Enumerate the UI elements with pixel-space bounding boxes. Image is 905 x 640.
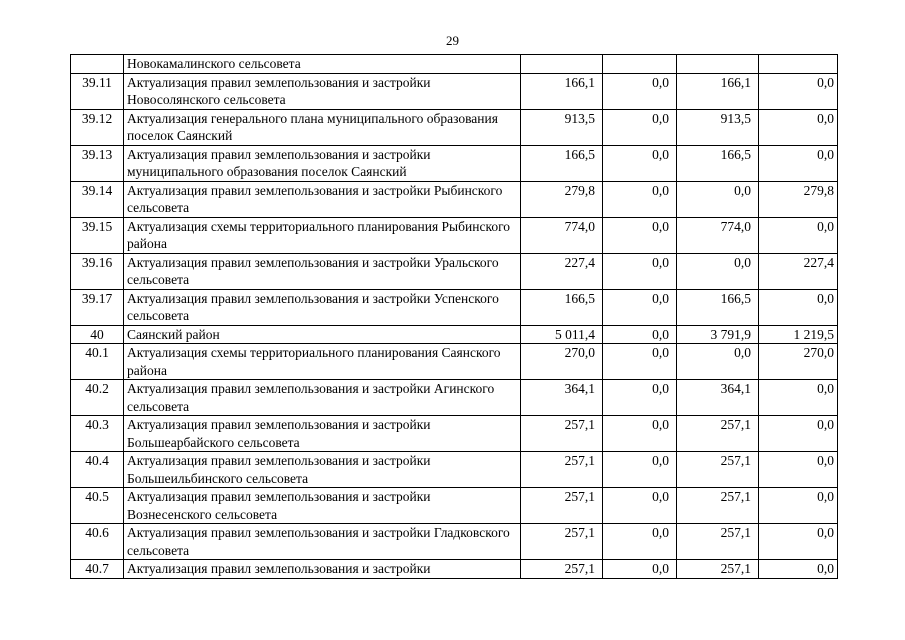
row-total-cell bbox=[521, 55, 603, 74]
row-value-4-text: 0,0 bbox=[817, 146, 834, 162]
row-number-text: 40.5 bbox=[85, 489, 109, 504]
row-value-2-text: 0,0 bbox=[652, 182, 669, 198]
row-name-text: Актуализация правил землепользования и застройки Большеильбинского сельсовета bbox=[127, 453, 431, 486]
row-total-text: 913,5 bbox=[564, 110, 595, 126]
row-number-cell bbox=[71, 217, 124, 253]
row-number-cell bbox=[71, 289, 124, 325]
row-value-4-text: 0,0 bbox=[817, 561, 834, 576]
row-number-text: 40.4 bbox=[85, 453, 109, 468]
table-row bbox=[71, 380, 838, 416]
table-row bbox=[71, 344, 838, 380]
row-value-4-cell bbox=[759, 73, 838, 109]
row-number-text: 40.2 bbox=[85, 381, 109, 396]
row-total-text bbox=[595, 56, 599, 71]
row-value-3-text: 0,0 bbox=[734, 254, 751, 270]
row-total-text: 270,0 bbox=[564, 345, 595, 360]
row-name-cell bbox=[124, 344, 521, 380]
row-name-text: Актуализация схемы территориального планирования Саянского района bbox=[127, 345, 501, 378]
row-name-cell bbox=[124, 488, 521, 524]
row-number-text: 39.13 bbox=[81, 146, 113, 162]
row-value-4-cell bbox=[759, 380, 838, 416]
row-name-cell bbox=[124, 217, 521, 253]
row-total-text: 5 011,4 bbox=[555, 326, 595, 342]
table-row bbox=[71, 73, 838, 109]
row-value-4-cell bbox=[759, 416, 838, 452]
row-value-4-text: 0,0 bbox=[817, 489, 834, 504]
row-total-text: 257,1 bbox=[564, 525, 595, 540]
row-name-cell bbox=[124, 289, 521, 325]
row-value-3-text: 166,1 bbox=[720, 74, 751, 90]
page-number: 29 bbox=[446, 33, 459, 48]
row-value-4-cell bbox=[759, 217, 838, 253]
row-name-text: Актуализация правил землепользования и застройки Рыбинского сельсовета bbox=[127, 182, 503, 215]
row-value-2-cell bbox=[603, 253, 677, 289]
table-row bbox=[71, 217, 838, 253]
row-total-text: 257,1 bbox=[564, 561, 595, 576]
row-value-3-cell bbox=[677, 145, 759, 181]
row-name-text: Актуализация правил землепользования и застройки Новосолянского сельсовета bbox=[127, 74, 431, 107]
row-value-4-cell bbox=[759, 253, 838, 289]
table-row bbox=[71, 253, 838, 289]
table-row bbox=[71, 109, 838, 145]
row-name-text: Актуализация схемы территориального планирования Рыбинского района bbox=[127, 218, 511, 251]
row-number-text: 39.17 bbox=[81, 290, 113, 306]
row-value-3-text: 774,0 bbox=[720, 218, 751, 234]
row-value-4-text: 0,0 bbox=[817, 218, 834, 234]
row-value-2-cell bbox=[603, 55, 677, 74]
row-total-cell bbox=[521, 524, 603, 560]
row-value-2-cell bbox=[603, 344, 677, 380]
row-value-2-cell bbox=[603, 181, 677, 217]
row-value-4-text: 0,0 bbox=[817, 417, 834, 432]
row-name-text: Актуализация правил землепользования и застройки Уральского сельсовета bbox=[127, 254, 499, 287]
row-value-2-cell bbox=[603, 289, 677, 325]
row-total-text: 166,5 bbox=[564, 146, 595, 162]
row-value-3-text bbox=[751, 56, 755, 71]
row-total-text: 257,1 bbox=[564, 489, 595, 504]
table-row bbox=[71, 145, 838, 181]
row-value-2-cell bbox=[603, 560, 677, 579]
row-name-cell bbox=[124, 380, 521, 416]
row-name-cell bbox=[124, 524, 521, 560]
row-total-text: 257,1 bbox=[564, 417, 595, 432]
row-value-3-text: 257,1 bbox=[720, 453, 751, 468]
row-value-2-cell bbox=[603, 217, 677, 253]
row-total-text: 364,1 bbox=[564, 381, 595, 396]
row-total-cell bbox=[521, 416, 603, 452]
row-value-4-text: 1 219,5 bbox=[793, 326, 834, 342]
row-total-text: 774,0 bbox=[564, 218, 595, 234]
row-value-2-text: 0,0 bbox=[652, 489, 669, 504]
row-value-4-text: 279,8 bbox=[803, 182, 834, 198]
row-number-cell bbox=[71, 181, 124, 217]
row-total-text: 279,8 bbox=[564, 182, 595, 198]
row-value-4-cell bbox=[759, 325, 838, 344]
row-number-text: 40.6 bbox=[85, 525, 109, 540]
row-value-4-text: 0,0 bbox=[817, 453, 834, 468]
table-row bbox=[71, 524, 838, 560]
row-value-3-cell bbox=[677, 181, 759, 217]
row-total-cell bbox=[521, 289, 603, 325]
row-value-2-cell bbox=[603, 524, 677, 560]
row-name-cell bbox=[124, 109, 521, 145]
row-value-4-cell bbox=[759, 452, 838, 488]
row-value-3-cell bbox=[677, 109, 759, 145]
row-number-text: 39.14 bbox=[81, 182, 113, 198]
row-name-text: Актуализация правил землепользования и застройки Агинского сельсовета bbox=[127, 381, 495, 414]
row-value-3-cell bbox=[677, 524, 759, 560]
row-value-3-text: 257,1 bbox=[720, 525, 751, 540]
row-value-3-text: 0,0 bbox=[734, 345, 751, 360]
row-value-2-text: 0,0 bbox=[652, 417, 669, 432]
row-value-3-cell bbox=[677, 325, 759, 344]
row-total-cell bbox=[521, 380, 603, 416]
row-name-text: Актуализация правил землепользования и застройки Успенского сельсовета bbox=[127, 290, 499, 323]
row-value-4-text: 270,0 bbox=[803, 345, 834, 360]
row-total-cell bbox=[521, 344, 603, 380]
row-value-2-text: 0,0 bbox=[652, 290, 669, 306]
row-total-cell bbox=[521, 253, 603, 289]
row-value-4-cell bbox=[759, 488, 838, 524]
table-body bbox=[71, 55, 838, 579]
row-value-2-cell bbox=[603, 325, 677, 344]
row-number-cell bbox=[71, 145, 124, 181]
row-value-2-text: 0,0 bbox=[652, 345, 669, 360]
row-number-text: 39.15 bbox=[81, 218, 113, 234]
row-number-text: 39.12 bbox=[81, 110, 113, 126]
row-value-2-cell bbox=[603, 452, 677, 488]
row-number-text: 39.11 bbox=[82, 74, 112, 90]
row-value-3-text: 166,5 bbox=[720, 146, 751, 162]
row-value-3-cell bbox=[677, 488, 759, 524]
row-number-cell bbox=[71, 55, 124, 74]
row-value-3-cell bbox=[677, 73, 759, 109]
table-row bbox=[71, 560, 838, 579]
row-value-3-cell bbox=[677, 416, 759, 452]
row-value-2-text: 0,0 bbox=[652, 110, 669, 126]
row-value-4-text: 0,0 bbox=[817, 110, 834, 126]
row-value-2-text: 0,0 bbox=[652, 218, 669, 234]
row-value-2-cell bbox=[603, 145, 677, 181]
row-value-2-cell bbox=[603, 488, 677, 524]
row-value-3-cell bbox=[677, 380, 759, 416]
row-value-4-cell bbox=[759, 55, 838, 74]
row-value-2-cell bbox=[603, 380, 677, 416]
row-total-cell bbox=[521, 488, 603, 524]
row-number-cell bbox=[71, 524, 124, 560]
row-total-cell bbox=[521, 452, 603, 488]
row-name-cell bbox=[124, 181, 521, 217]
row-number-text: 40.1 bbox=[85, 345, 109, 360]
row-total-text: 166,5 bbox=[564, 290, 595, 306]
row-value-2-text: 0,0 bbox=[652, 561, 669, 576]
table-row bbox=[71, 452, 838, 488]
budget-table bbox=[70, 54, 838, 579]
row-number-cell bbox=[71, 560, 124, 579]
row-number-cell bbox=[71, 344, 124, 380]
row-name-text: Актуализация правил землепользования и застройки bbox=[127, 561, 431, 576]
row-total-cell bbox=[521, 325, 603, 344]
row-value-4-text: 0,0 bbox=[817, 525, 834, 540]
row-number-text: 40 bbox=[90, 326, 104, 342]
row-value-3-cell bbox=[677, 253, 759, 289]
row-number-text: 40.3 bbox=[85, 417, 109, 432]
row-name-cell bbox=[124, 55, 521, 74]
row-value-3-text: 3 791,9 bbox=[710, 326, 751, 342]
row-value-2-text: 0,0 bbox=[652, 525, 669, 540]
row-total-cell bbox=[521, 73, 603, 109]
row-value-4-cell bbox=[759, 524, 838, 560]
row-total-cell bbox=[521, 217, 603, 253]
row-number-cell bbox=[71, 73, 124, 109]
row-value-3-cell bbox=[677, 55, 759, 74]
row-name-text: Новокамалинского сельсовета bbox=[127, 56, 301, 71]
row-value-3-text: 913,5 bbox=[720, 110, 751, 126]
row-value-4-cell bbox=[759, 181, 838, 217]
row-value-3-cell bbox=[677, 344, 759, 380]
row-value-4-text: 227,4 bbox=[803, 254, 834, 270]
row-number-text: 40.7 bbox=[85, 561, 109, 576]
row-value-2-text: 0,0 bbox=[652, 146, 669, 162]
row-total-cell bbox=[521, 109, 603, 145]
row-value-3-text: 364,1 bbox=[720, 381, 751, 396]
row-total-text: 227,4 bbox=[564, 254, 595, 270]
row-value-3-text: 257,1 bbox=[720, 489, 751, 504]
table-row bbox=[71, 325, 838, 344]
row-value-3-text: 166,5 bbox=[720, 290, 751, 306]
row-name-text: Актуализация правил землепользования и застройки муниципального образования поселок Саянский bbox=[127, 146, 431, 179]
row-value-2-text: 0,0 bbox=[652, 381, 669, 396]
row-value-2-cell bbox=[603, 416, 677, 452]
row-name-text: Саянский район bbox=[127, 326, 220, 342]
row-number-cell bbox=[71, 380, 124, 416]
table-row bbox=[71, 55, 838, 74]
row-total-text: 257,1 bbox=[564, 453, 595, 468]
row-name-cell bbox=[124, 325, 521, 344]
row-value-2-cell bbox=[603, 109, 677, 145]
row-value-2-text: 0,0 bbox=[652, 254, 669, 270]
row-value-4-cell bbox=[759, 344, 838, 380]
row-name-cell bbox=[124, 560, 521, 579]
row-value-2-text bbox=[669, 56, 673, 71]
row-value-3-cell bbox=[677, 289, 759, 325]
row-value-4-cell bbox=[759, 109, 838, 145]
table-row bbox=[71, 181, 838, 217]
row-value-4-text: 0,0 bbox=[817, 381, 834, 396]
row-value-4-cell bbox=[759, 289, 838, 325]
row-value-2-cell bbox=[603, 73, 677, 109]
row-name-text: Актуализация правил землепользования и застройки Гладковского сельсовета bbox=[127, 525, 510, 558]
row-number-cell bbox=[71, 488, 124, 524]
row-value-4-cell bbox=[759, 560, 838, 579]
row-value-3-cell bbox=[677, 560, 759, 579]
row-value-3-text: 257,1 bbox=[720, 561, 751, 576]
row-number-cell bbox=[71, 325, 124, 344]
row-name-text: Актуализация генерального плана муниципального образования поселок Саянский bbox=[127, 110, 498, 143]
row-total-cell bbox=[521, 181, 603, 217]
row-value-2-text: 0,0 bbox=[652, 326, 669, 342]
row-value-3-cell bbox=[677, 452, 759, 488]
row-total-cell bbox=[521, 145, 603, 181]
row-value-4-text: 0,0 bbox=[817, 290, 834, 306]
table-row bbox=[71, 416, 838, 452]
row-name-text: Актуализация правил землепользования и застройки Большеарбайского сельсовета bbox=[127, 417, 431, 450]
row-total-cell bbox=[521, 560, 603, 579]
row-value-3-text: 0,0 bbox=[734, 182, 751, 198]
row-name-cell bbox=[124, 452, 521, 488]
row-name-text: Актуализация правил землепользования и застройки Вознесенского сельсовета bbox=[127, 489, 431, 522]
row-total-text: 166,1 bbox=[564, 74, 595, 90]
row-name-cell bbox=[124, 73, 521, 109]
row-number-text: 39.16 bbox=[81, 254, 113, 270]
row-name-cell bbox=[124, 145, 521, 181]
row-value-2-text: 0,0 bbox=[652, 453, 669, 468]
row-value-3-cell bbox=[677, 217, 759, 253]
table-row bbox=[71, 289, 838, 325]
row-name-cell bbox=[124, 253, 521, 289]
row-value-4-text: 0,0 bbox=[817, 74, 834, 90]
table-row bbox=[71, 488, 838, 524]
row-number-cell bbox=[71, 253, 124, 289]
row-value-3-text: 257,1 bbox=[720, 417, 751, 432]
row-number-cell bbox=[71, 416, 124, 452]
row-value-4-cell bbox=[759, 145, 838, 181]
row-value-2-text: 0,0 bbox=[652, 74, 669, 90]
row-number-cell bbox=[71, 109, 124, 145]
row-number-cell bbox=[71, 452, 124, 488]
row-name-cell bbox=[124, 416, 521, 452]
